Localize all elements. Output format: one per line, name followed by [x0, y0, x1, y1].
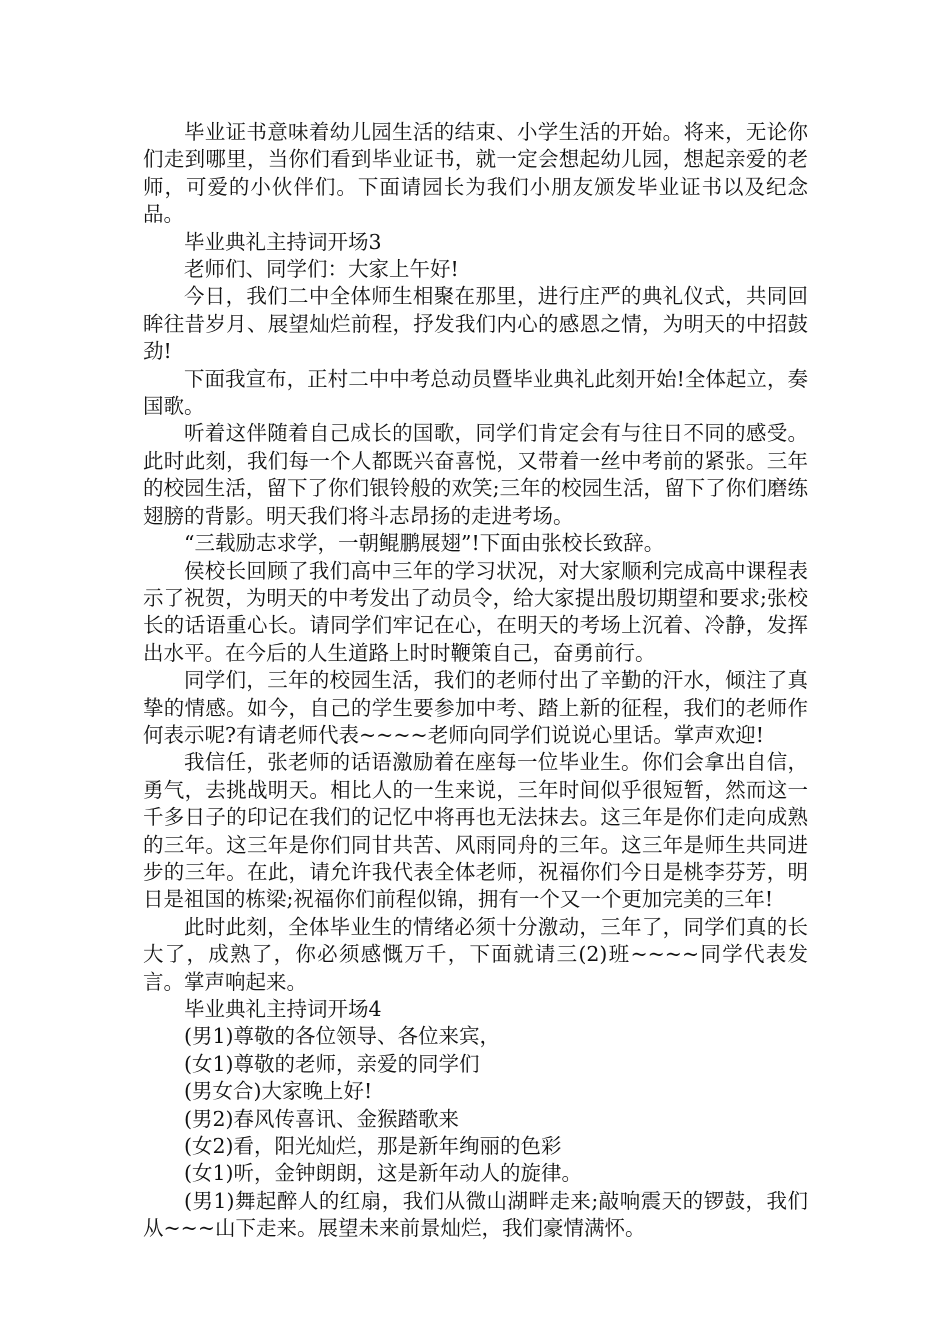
paragraph-principal-intro: “三载励志求学，一朝鲲鹏展翅”!下面由张校长致辞。: [184, 531, 665, 556]
document-page: [143, 119, 808, 1243]
paragraph-principal-review: 侯校长回顾了我们高中三年的学习状况，对大家顺利完成高中课程表示了祝贺，为明天的中考发出了动员令，给大家提出殷切期望和要求;张校长的话语重心长。请同学们牢记在心，在明天的考场上沉着、冷静，发挥出水平。在今后的人生道路上时时鞭策自己，奋勇前行。: [143, 558, 808, 665]
paragraph-greeting: 老师们、同学们：大家上午好!: [184, 257, 459, 282]
heading-opening-3: 毕业典礼主持词开场3: [184, 229, 382, 254]
paragraph-teacher-intro: 同学们，三年的校园生活，我们的老师付出了辛勤的汗水，倾注了真挚的情感。如今，自己的学生要参加中考、踏上新的征程，我们的老师作何表示呢?有请老师代表~~~~老师向同学们说说心里话。掌声欢迎!: [143, 668, 808, 747]
paragraph-anthem: 听着这伴随着自己成长的国歌，同学们肯定会有与往日不同的感受。此时此刻，我们每一个人都既兴奋喜悦，又带着一丝中考前的紧张。三年的校园生活，留下了你们银铃般的欢笑;三年的校园生活，留下了你们磨练翅膀的背影。明天我们将斗志昂扬的走进考场。: [143, 421, 808, 528]
line-male1-fan: (男1)舞起醉人的红扇，我们从微山湖畔走来;敲响震天的锣鼓，我们从~~~山下走来。展望未来前景灿烂，我们豪情满怀。: [143, 1188, 808, 1241]
paragraph-student-intro: 此时此刻，全体毕业生的情绪必须十分激动，三年了，同学们真的长大了，成熟了，你必须感慨万千，下面就请三(2)班~~~~同学代表发言。掌声响起来。: [143, 914, 808, 994]
line-female1-bell: (女1)听，金钟朗朗，这是新年动人的旋律。: [184, 1161, 583, 1186]
paragraph-teacher-speech: 我信任，张老师的话语激励着在座每一位毕业生。你们会拿出自信，勇气，去挑战明天。相比人的一生来说，三年时间似乎很短暂，然而这一千多日子的印记在我们的记忆中将再也无法抹去。这三年是你们走向成熟的三年。这三年是你们同甘共苦、风雨同舟的三年。这三年是师生共同进步的三年。在此，请允许我代表全体老师，祝福你们今日是桃李芬芳，明日是祖国的栋梁;祝福你们前程似锦，拥有一个又一个更加完美的三年!: [143, 750, 808, 912]
heading-opening-4: 毕业典礼主持词开场4: [184, 997, 382, 1021]
line-together: (男女合)大家晚上好!: [184, 1079, 373, 1104]
paragraph-certificate: 毕业证书意味着幼儿园生活的结束、小学生活的开始。将来，无论你们走到哪里，当你们看到毕业证书，就一定会想起幼儿园，想起亲爱的老师，可爱的小伙伴们。下面请园长为我们小朋友颁发毕业证书以及纪念品。: [143, 120, 808, 227]
paragraph-announcement: 下面我宣布，正村二中中考总动员暨毕业典礼此刻开始!全体起立，奏国歌。: [143, 366, 808, 419]
line-male2: (男2)春风传喜讯、金猴踏歌来: [184, 1106, 460, 1131]
line-female2: (女2)看，阳光灿烂，那是新年绚丽的色彩: [184, 1134, 562, 1159]
line-male1-greeting: (男1)尊敬的各位领导、各位来宾，: [184, 1024, 501, 1049]
line-female1-greeting: (女1)尊敬的老师，亲爱的同学们: [184, 1051, 480, 1076]
paragraph-gathering: 今日，我们二中全体师生相聚在那里，进行庄严的典礼仪式，共同回眸往昔岁月、展望灿烂前程，抒发我们内心的感恩之情，为明天的中招鼓劲!: [143, 284, 808, 364]
